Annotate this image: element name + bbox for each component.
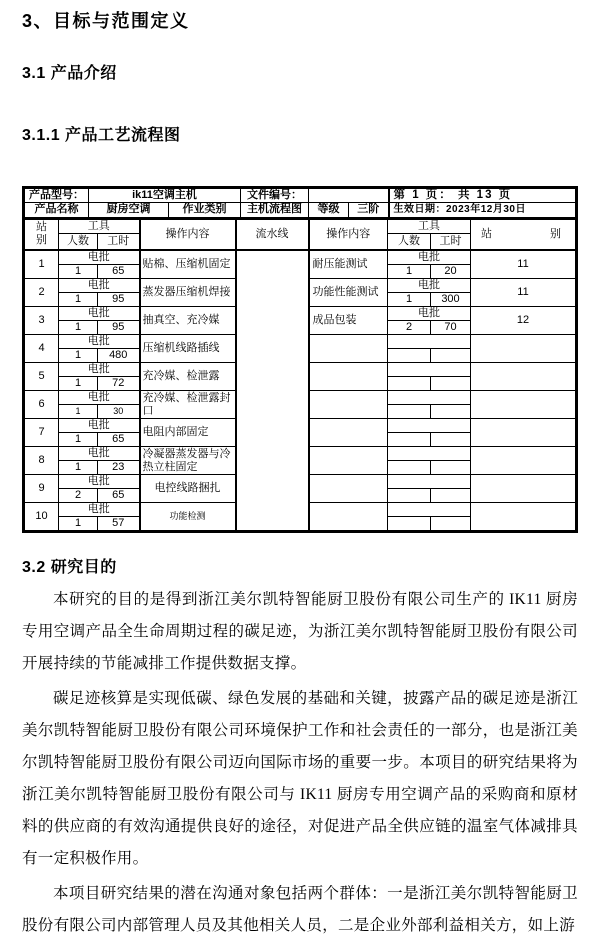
operation-cell: 压缩机线路插线: [140, 335, 236, 363]
product-name-value: 厨房空调: [89, 203, 169, 218]
r-tool-cell: [388, 447, 471, 461]
tool-cell: 电批: [59, 279, 140, 293]
station-cell: 3: [25, 307, 59, 335]
tool-cell: 电批: [59, 307, 140, 321]
hours-cell: 72: [98, 377, 140, 391]
station-cell: 9: [25, 475, 59, 503]
r-tool-cell: [388, 363, 471, 377]
doc-no-label: 文件编号：: [241, 189, 309, 203]
tool-cell: 电批: [59, 363, 140, 377]
r-hours-cell: [431, 489, 471, 503]
heading-research-purpose: 3.2 研究目的: [22, 559, 117, 576]
station-cell: 6: [25, 391, 59, 419]
hours-cell: 480: [98, 349, 140, 363]
header-station-left: 站 别: [25, 219, 59, 250]
operation-cell: 冷凝器蒸发器与冷热立柱固定: [140, 447, 236, 475]
r-hours-cell: [431, 433, 471, 447]
r-people-cell: [388, 349, 431, 363]
header-hours-left: 工时: [98, 233, 140, 250]
hours-cell: 30: [98, 405, 140, 419]
tool-cell: 电批: [59, 250, 140, 265]
people-cell: 1: [59, 349, 98, 363]
r-station-cell: [471, 335, 576, 363]
station-cell: 8: [25, 447, 59, 475]
r-station-cell: [471, 447, 576, 475]
header-tool-right: 工具: [388, 219, 471, 233]
r-people-cell: [388, 517, 431, 531]
r-operation-cell: [309, 363, 388, 391]
r-station-cell: 12: [471, 307, 576, 335]
tool-cell: 电批: [59, 447, 140, 461]
r-tool-cell: [388, 335, 471, 349]
r-people-cell: 1: [388, 293, 431, 307]
product-model-value: ik11空调主机: [89, 189, 241, 203]
paragraph: 本研究的目的是得到浙江美尔凯特智能厨卫股份有限公司生产的 IK11 厨房专用空调产品全生命周期过程的碳足迹，为浙江美尔凯特智能厨卫股份有限公司开展持续的节能减排工作提供数据支撑。: [22, 591, 578, 672]
r-tool-cell: [388, 391, 471, 405]
station-cell: 4: [25, 335, 59, 363]
r-operation-cell: [309, 475, 388, 503]
r-tool-cell: [388, 503, 471, 517]
r-operation-cell: [309, 447, 388, 475]
tool-cell: 电批: [59, 503, 140, 517]
r-station-cell: 11: [471, 279, 576, 307]
product-name-label: 产品名称: [25, 203, 89, 218]
table-info-section: [24, 188, 576, 219]
job-type-label: 作业类别: [169, 203, 241, 218]
hours-cell: 95: [98, 321, 140, 335]
heading-product-intro: 3.1 产品介绍: [22, 65, 117, 82]
tool-cell: 电批: [59, 335, 140, 349]
r-station-cell: [471, 503, 576, 531]
hours-cell: 23: [98, 461, 140, 475]
r-station-cell: [471, 419, 576, 447]
tool-cell: 电批: [59, 419, 140, 433]
r-operation-cell: [309, 419, 388, 447]
r-hours-cell: [431, 517, 471, 531]
r-tool-cell: [388, 475, 471, 489]
r-station-cell: [471, 391, 576, 419]
r-tool-cell: [388, 419, 471, 433]
r-operation-cell: [309, 391, 388, 419]
r-people-cell: [388, 433, 431, 447]
operation-cell: 蒸发器压缩机焊接: [140, 279, 236, 307]
people-cell: 1: [59, 405, 98, 419]
hours-cell: 95: [98, 293, 140, 307]
level-label: 等级: [309, 203, 349, 218]
operation-cell: 抽真空、充冷媒: [140, 307, 236, 335]
page-number-info: 第 1 页： 共 13 页: [389, 189, 576, 203]
people-cell: 2: [59, 489, 98, 503]
r-operation-cell: 成品包装: [309, 307, 388, 335]
r-hours-cell: 20: [431, 265, 471, 279]
people-cell: 1: [59, 293, 98, 307]
r-people-cell: [388, 405, 431, 419]
station-cell: 5: [25, 363, 59, 391]
process-flow-table: [22, 186, 578, 533]
tool-cell: 电批: [59, 475, 140, 489]
people-cell: 1: [59, 265, 98, 279]
doc-no-value: [309, 189, 389, 203]
header-hours-right: 工时: [431, 233, 471, 250]
operation-cell: 电阻内部固定: [140, 419, 236, 447]
tool-cell: 电批: [59, 391, 140, 405]
paragraph: 碳足迹核算是实现低碳、绿色发展的基础和关键，披露产品的碳足迹是浙江美尔凯特智能厨卫股份有限公司环境保护工作和社会责任的一部分，也是浙江美尔凯特智能厨卫股份有限公司迈向国际市场的重要一步。本项目的研究结果将为浙江美尔凯特智能厨卫股份有限公司与 IK11 厨房专用空调产品的采购商和原材料的供应商的有效沟通提供良好的途径，对促进产品全供应链的温室气体减排具有一定积极作用。: [22, 690, 578, 867]
header-operation-right: 操作内容: [309, 219, 388, 250]
r-operation-cell: [309, 503, 388, 531]
r-station-cell: [471, 475, 576, 503]
r-hours-cell: [431, 405, 471, 419]
hours-cell: 65: [98, 265, 140, 279]
r-hours-cell: [431, 461, 471, 475]
job-type-value: 主机流程图: [241, 203, 309, 218]
r-hours-cell: [431, 349, 471, 363]
flow-line-cell: [236, 250, 309, 531]
header-tool-left: 工具: [59, 219, 140, 233]
r-hours-cell: [431, 377, 471, 391]
people-cell: 1: [59, 321, 98, 335]
r-station-cell: 11: [471, 250, 576, 279]
r-people-cell: 2: [388, 321, 431, 335]
r-people-cell: [388, 461, 431, 475]
heading-goals-scope: 3、目标与范围定义: [22, 11, 190, 31]
r-people-cell: 1: [388, 265, 431, 279]
r-tool-cell: 电批: [388, 307, 471, 321]
r-operation-cell: 功能性能测试: [309, 279, 388, 307]
people-cell: 1: [59, 461, 98, 475]
operation-cell: 功能检测: [140, 503, 236, 531]
level-value: 三阶: [349, 203, 389, 218]
operation-cell: 充冷媒、检泄露: [140, 363, 236, 391]
r-people-cell: [388, 377, 431, 391]
r-hours-cell: 300: [431, 293, 471, 307]
paragraph: 本项目研究结果的潜在沟通对象包括两个群体：一是浙江美尔凯特智能厨卫股份有限公司内部管理人员及其他相关人员，二是企业外部利益相关方，如上游: [22, 885, 578, 934]
header-people-left: 人数: [59, 233, 98, 250]
hours-cell: 57: [98, 517, 140, 531]
people-cell: 1: [59, 377, 98, 391]
operation-cell: 贴棉、压缩机固定: [140, 250, 236, 279]
heading-process-flowchart: 3.1.1 产品工艺流程图: [22, 127, 181, 144]
r-operation-cell: [309, 335, 388, 363]
header-flow-line: 流水线: [236, 219, 309, 250]
r-tool-cell: 电批: [388, 279, 471, 293]
station-cell: 1: [25, 250, 59, 279]
r-hours-cell: 70: [431, 321, 471, 335]
r-station-cell: [471, 363, 576, 391]
r-operation-cell: 耐压能测试: [309, 250, 388, 279]
people-cell: 1: [59, 517, 98, 531]
hours-cell: 65: [98, 489, 140, 503]
header-operation-left: 操作内容: [140, 219, 236, 250]
header-station-right: 站 别: [471, 219, 576, 250]
table-flow-section: [24, 219, 576, 532]
body-paragraphs: [22, 584, 578, 942]
operation-cell: 充冷媒、检泄露封口: [140, 391, 236, 419]
operation-cell: 电控线路捆扎: [140, 475, 236, 503]
product-model-label: 产品型号：: [25, 189, 89, 203]
effective-date: 生效日期：2023年12月30日: [389, 203, 576, 218]
people-cell: 1: [59, 433, 98, 447]
r-people-cell: [388, 489, 431, 503]
station-cell: 7: [25, 419, 59, 447]
station-cell: 10: [25, 503, 59, 531]
hours-cell: 65: [98, 433, 140, 447]
r-tool-cell: 电批: [388, 250, 471, 265]
station-cell: 2: [25, 279, 59, 307]
flow-table-rows: [25, 219, 576, 531]
header-people-right: 人数: [388, 233, 431, 250]
